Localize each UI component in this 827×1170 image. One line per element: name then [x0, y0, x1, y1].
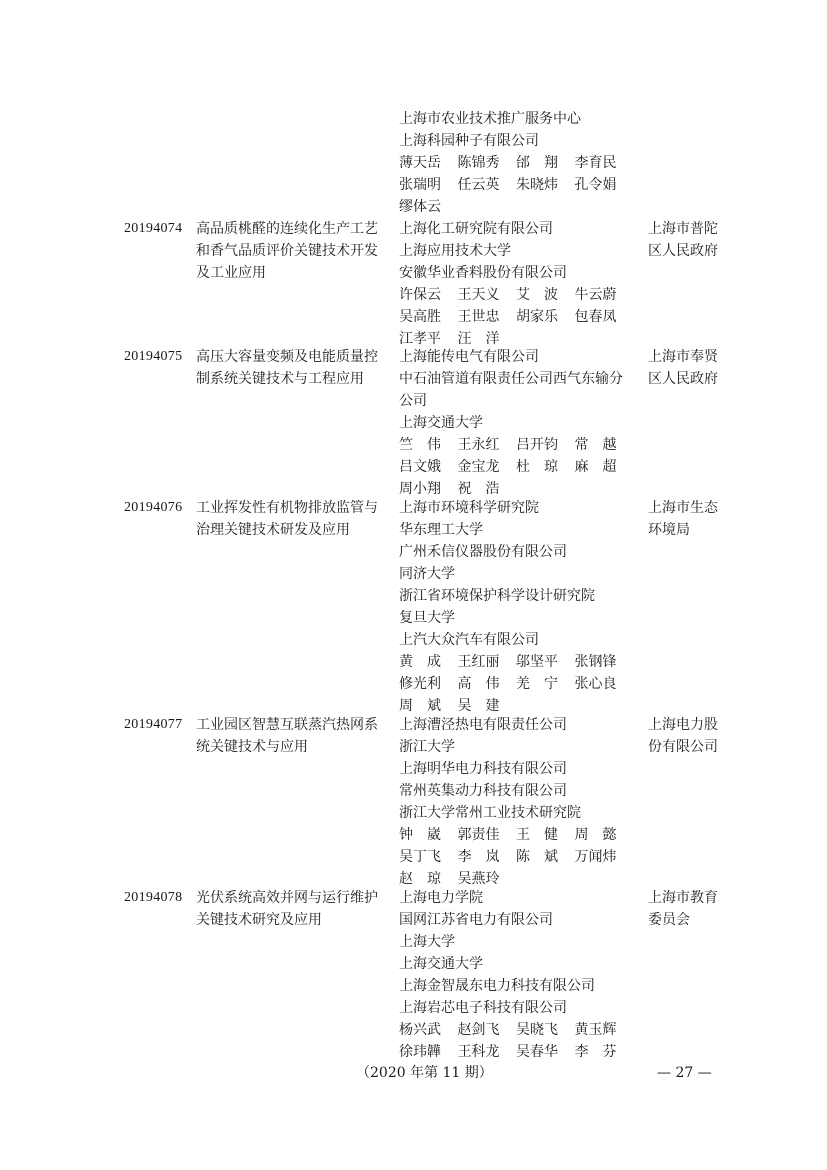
- person-name: 黄 成: [399, 654, 441, 670]
- org-line: 上海金智晟东电力科技有限公司: [399, 978, 595, 994]
- names-line: [399, 673, 633, 695]
- person-name: 陈锦秀: [457, 155, 500, 171]
- org-line: 上海交通大学: [399, 956, 483, 972]
- project-title-line: 制系统关键技术与工程应用: [196, 371, 364, 387]
- person-name: 吴燕玲: [457, 871, 500, 887]
- names-line: [399, 1041, 633, 1063]
- person-name: 朱晓炜: [516, 177, 558, 193]
- org-line: 上海市环境科学研究院: [399, 500, 539, 516]
- person-name: 羌 宁: [516, 676, 558, 692]
- person-name: 杜 琼: [516, 459, 558, 475]
- org-line: 上海市农业技术推广服务中心: [399, 111, 581, 127]
- person-name: 吴晓飞: [516, 1022, 558, 1038]
- org-line: 上海科园种子有限公司: [399, 133, 539, 149]
- project-title-line: 工业园区智慧互联蒸汽热网系: [196, 717, 378, 733]
- org-line: 常州英集动力科技有限公司: [399, 783, 567, 799]
- project-title-line: 工业挥发性有机物排放监管与: [196, 500, 378, 516]
- entry-id: 20194075: [124, 349, 183, 364]
- entry-id: 20194077: [124, 717, 183, 732]
- org-line: 上海交通大学: [399, 415, 483, 431]
- org-line: 国网江苏省电力有限公司: [399, 912, 553, 928]
- person-name: 王永红: [457, 437, 500, 453]
- person-name: 赵 琼: [399, 871, 441, 887]
- person-name: 麻 超: [574, 459, 617, 475]
- person-name: 王 健: [516, 827, 558, 843]
- person-name: 胡家乐: [516, 309, 558, 325]
- person-name: 薄天岳: [399, 155, 441, 171]
- person-name: 李育民: [574, 155, 617, 171]
- project-title-line: 和香气品质评价关键技术开发: [196, 243, 378, 259]
- project-title-line: 高品质桃醛的连续化生产工艺: [196, 221, 378, 237]
- org-line: 浙江大学常州工业技术研究院: [399, 805, 581, 821]
- names-line: [399, 1019, 633, 1041]
- person-name: 包春凤: [574, 309, 617, 325]
- person-name: 万闻炜: [574, 849, 617, 865]
- recommender-line: 区人民政府: [648, 371, 718, 387]
- recommender-line: 区人民政府: [648, 243, 718, 259]
- person-name: 吴 建: [457, 698, 500, 714]
- issue-label: （2020 年第 11 期）: [356, 1065, 493, 1081]
- recommender-line: 委员会: [648, 912, 690, 928]
- person-name: 邬坚平: [516, 654, 558, 670]
- project-title-line: 光伏系统高效并网与运行维护: [196, 890, 378, 906]
- org-line: 公司: [399, 393, 427, 409]
- person-name: 高 伟: [457, 676, 500, 692]
- person-name: 常 越: [574, 437, 617, 453]
- project-title-line: 高压大容量变频及电能质量控: [196, 349, 378, 365]
- project-title-line: 治理关键技术研发及应用: [196, 522, 350, 538]
- recommender-line: 份有限公司: [648, 739, 718, 755]
- org-line: 上海应用技术大学: [399, 243, 511, 259]
- names-line: [399, 152, 633, 174]
- person-name: 吕文娥: [399, 459, 441, 475]
- recommender-line: 上海电力股: [648, 717, 718, 733]
- project-title-line: 关键技术研究及应用: [196, 912, 322, 928]
- person-name: 王科龙: [457, 1044, 500, 1060]
- person-name: 吕开钧: [516, 437, 558, 453]
- org-line: 上汽大众汽车有限公司: [399, 632, 539, 648]
- person-name: 孔令娟: [574, 177, 617, 193]
- person-name: 钟 崴: [399, 827, 441, 843]
- names-line: [399, 456, 633, 478]
- org-line: 复旦大学: [399, 610, 455, 626]
- person-name: 金宝龙: [457, 459, 500, 475]
- page-number: — 27 —: [657, 1065, 712, 1081]
- person-name: 李 芬: [574, 1044, 617, 1060]
- org-line: 上海化工研究院有限公司: [399, 221, 553, 237]
- person-name: 徐玮韡: [399, 1044, 441, 1060]
- names-line: [399, 824, 633, 846]
- org-line: 同济大学: [399, 566, 455, 582]
- org-line: 上海漕泾热电有限责任公司: [399, 717, 567, 733]
- person-name: 吴丁飞: [399, 849, 441, 865]
- recommender-line: 环境局: [648, 522, 690, 538]
- person-name: 王天义: [457, 287, 500, 303]
- person-name: 周小翔: [399, 481, 441, 497]
- person-name: 江孝平: [399, 331, 441, 347]
- names-line: [399, 196, 458, 218]
- org-line: 广州禾信仪器股份有限公司: [399, 544, 567, 560]
- recommender-line: 上海市奉贤: [648, 349, 718, 365]
- person-name: 杨兴武: [399, 1022, 441, 1038]
- person-name: 任云英: [457, 177, 500, 193]
- names-line: [399, 174, 633, 196]
- org-line: 安徽华业香料股份有限公司: [399, 265, 567, 281]
- person-name: 郭责佳: [457, 827, 500, 843]
- person-name: 吴高胜: [399, 309, 441, 325]
- org-line: 浙江省环境保护科学设计研究院: [399, 588, 595, 604]
- person-name: 张瑞明: [399, 177, 441, 193]
- names-line: [399, 846, 633, 868]
- org-line: 上海明华电力科技有限公司: [399, 761, 567, 777]
- person-name: 周 斌: [399, 698, 441, 714]
- person-name: 王世忠: [457, 309, 500, 325]
- person-name: 吴春华: [516, 1044, 558, 1060]
- entry-id: 20194078: [124, 890, 183, 905]
- person-name: 许保云: [399, 287, 441, 303]
- person-name: 张钢锋: [574, 654, 617, 670]
- names-line: [399, 306, 633, 328]
- person-name: 修光利: [399, 676, 441, 692]
- org-line: 上海岩芯电子科技有限公司: [399, 1000, 567, 1016]
- person-name: 王红丽: [457, 654, 500, 670]
- project-title-line: 统关键技术与应用: [196, 739, 308, 755]
- person-name: 李 岚: [457, 849, 500, 865]
- names-line: [399, 284, 633, 306]
- recommender-line: 上海市普陀: [648, 221, 718, 237]
- person-name: 汪 洋: [457, 331, 500, 347]
- org-line: 中石油管道有限责任公司西气东输分: [399, 371, 623, 387]
- names-line: [399, 434, 633, 456]
- org-line: 上海能传电气有限公司: [399, 349, 539, 365]
- entry-id: 20194076: [124, 500, 183, 515]
- person-name: 牛云蔚: [574, 287, 617, 303]
- person-name: 艾 波: [516, 287, 558, 303]
- person-name: 邰 翔: [516, 155, 558, 171]
- project-title-line: 及工业应用: [196, 265, 266, 281]
- entry-id: 20194074: [124, 221, 183, 236]
- person-name: 黄玉辉: [574, 1022, 617, 1038]
- person-name: 张心良: [574, 676, 617, 692]
- org-line: 浙江大学: [399, 739, 455, 755]
- person-name: 祝 浩: [457, 481, 500, 497]
- person-name: 竺 伟: [399, 437, 441, 453]
- org-line: 上海电力学院: [399, 890, 483, 906]
- recommender-line: 上海市教育: [648, 890, 718, 906]
- person-name: 缪体云: [399, 199, 441, 215]
- person-name: 周 懿: [574, 827, 617, 843]
- org-line: 华东理工大学: [399, 522, 483, 538]
- person-name: 陈 斌: [516, 849, 558, 865]
- names-line: [399, 651, 633, 673]
- org-line: 上海大学: [399, 934, 455, 950]
- person-name: 赵剑飞: [457, 1022, 500, 1038]
- recommender-line: 上海市生态: [648, 500, 718, 516]
